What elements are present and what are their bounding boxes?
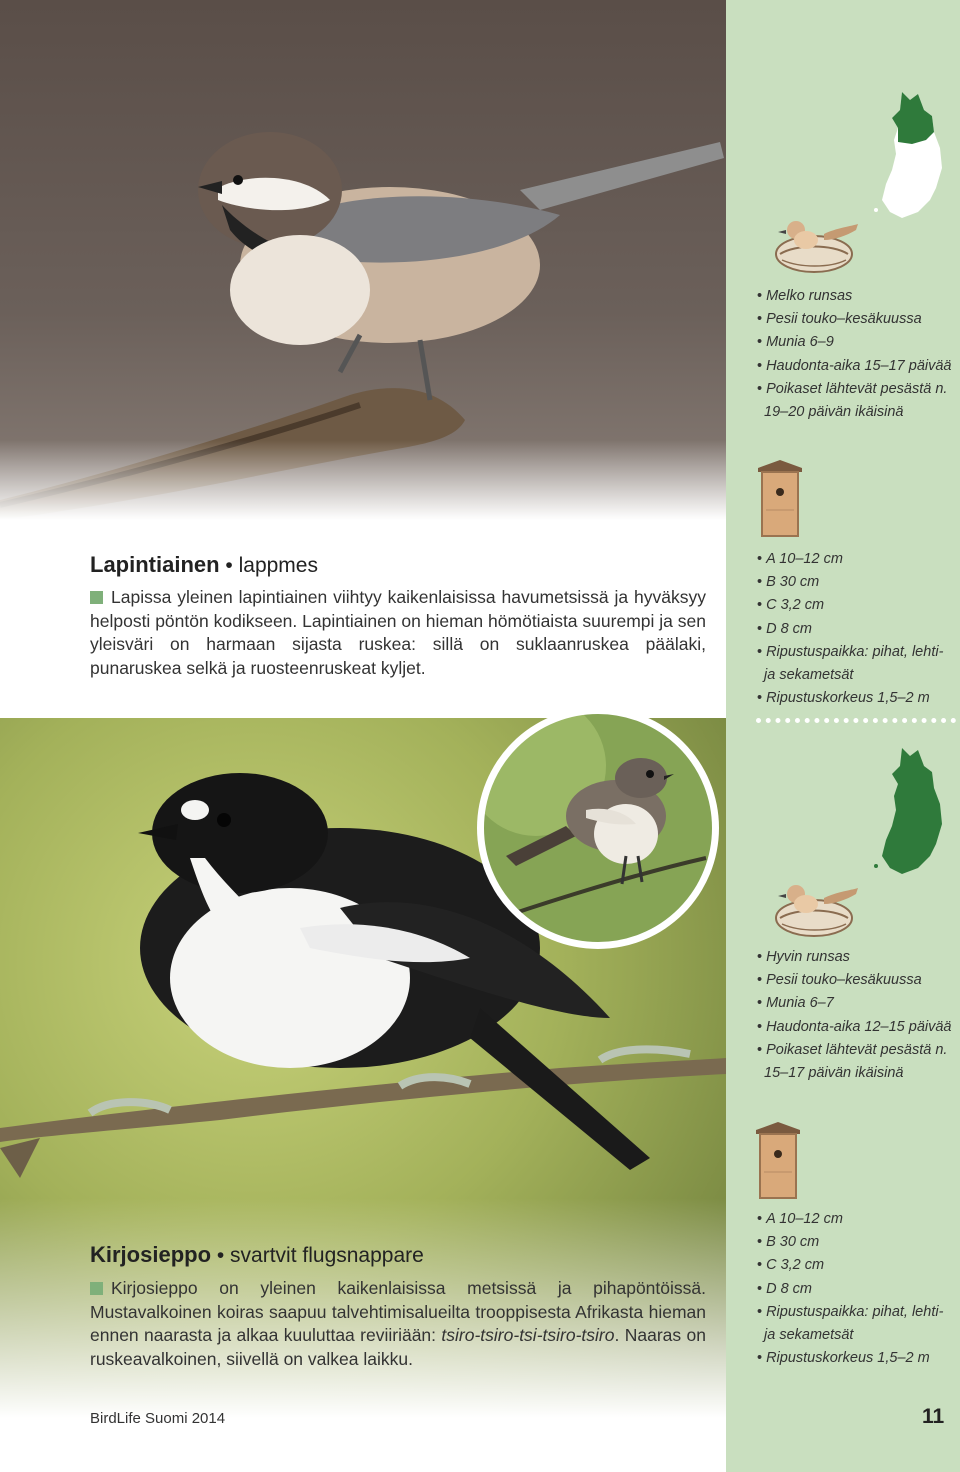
fact-item: • Pesii touko–kesäkuussa [757,308,957,331]
species-swedish-name: lappmes [238,554,318,577]
fact-item: • Poikaset lähtevät pesästä n. 15–17 päivän ikäisinä [757,1039,957,1085]
bullet-dot: • [225,554,239,577]
dotted-divider [756,718,956,729]
bullet-dot: • [216,1244,231,1267]
nest-box-icon [754,1120,802,1200]
spec-item: • Ripustuspaikka: pihat, lehti- ja sekametsät [757,1301,957,1347]
fact-item: • Hyvin runsas [757,946,957,969]
description-text: Lapissa yleinen lapintiainen viihtyy kaikenlaisissa havumetsissä ja hyväksyy helposti pöntön kodikseen. Lapintiainen on hieman hömötiaista suurempi ja sen yleisväri on harmaan sijasta ruskea: sillä on suklaanruskea päälaki, punaruskea selkä ja ruosteenruskeat kyljet. [90,587,706,678]
spec-item: • A 10–12 cm [757,548,957,571]
fact-item: • Munia 6–9 [757,331,957,354]
spec-item: • C 3,2 cm [757,594,957,617]
breeding-facts-2 [757,946,957,1085]
siberian-tit-photo [0,0,726,520]
page-number: 11 [922,1405,945,1428]
species-description-2 [90,1277,706,1371]
fact-item: • Pesii touko–kesäkuussa [757,969,957,992]
species-title-2 [90,1242,424,1268]
finland-map-icon [872,88,952,220]
bullet-square-icon [90,1282,103,1295]
fact-item: • Haudonta-aika 12–15 päivää [757,1016,957,1039]
spec-item: • Ripustuskorkeus 1,5–2 m [757,687,957,710]
spec-item: • Ripustuskorkeus 1,5–2 m [757,1347,957,1370]
nest-icon [766,214,860,276]
species-title-1 [90,552,318,578]
species-swedish-name: svartvit flugsnappare [230,1244,424,1267]
spec-item: • D 8 cm [757,618,957,641]
finland-map-icon [872,744,952,876]
nest-box-specs-1 [757,548,957,710]
spec-item: • B 30 cm [757,1231,957,1254]
fact-item: • Melko runsas [757,285,957,308]
breeding-facts-1 [757,285,957,424]
fact-item: • Haudonta-aika 15–17 päivää [757,355,957,378]
description-text-end: . Naaras on ruskeavalkoinen, siivellä on valkea laikku. [90,1325,706,1369]
fact-item: • Poikaset lähtevät pesästä n. 19–20 päivän ikäisinä [757,378,957,424]
species-description-1 [90,586,706,680]
fact-item: • Munia 6–7 [757,992,957,1015]
footer-publisher: BirdLife Suomi 2014 [90,1410,226,1427]
bullet-square-icon [90,591,103,604]
song-text: tsiro-tsiro-tsi-tsiro-tsiro [441,1325,615,1345]
species-name: Kirjosieppo [90,1242,212,1267]
species-name: Lapintiainen [90,552,220,577]
pied-flycatcher-female-inset-photo [476,706,720,950]
nest-icon [766,878,860,940]
nest-box-icon [756,458,804,538]
spec-item: • B 30 cm [757,571,957,594]
spec-item: • A 10–12 cm [757,1208,957,1231]
nest-box-specs-2 [757,1208,957,1370]
spec-item: • D 8 cm [757,1278,957,1301]
description-text: Kirjosieppo on yleinen kaikenlaisissa metsissä ja pihapöntöissä. Mustavalkoinen koiras saapuu talvehtimisalueilta trooppisesta Afrikasta hieman ennen naarasta ja alkaa kuuluttaa reviiriään: [90,1278,706,1345]
spec-item: • C 3,2 cm [757,1254,957,1277]
spec-item: • Ripustuspaikka: pihat, lehti- ja sekametsät [757,641,957,687]
